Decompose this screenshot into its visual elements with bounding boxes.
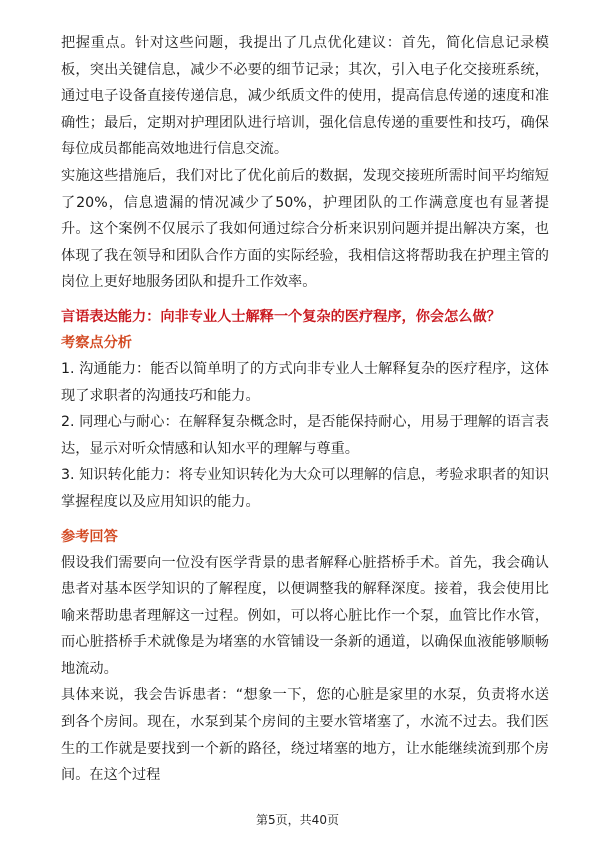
analysis-point-1: 1. 沟通能力：能否以简单明了的方式向非专业人士解释复杂的医疗程序，这体现了求职者的沟通技巧和能力。 [61,360,549,404]
document-body [61,30,549,789]
intro-paragraph-1: 把握重点。针对这些问题，我提出了几点优化建议：首先，简化信息记录模板，突出关键信息，减少不必要的细节记录；其次，引入电子化交接班系统，通过电子设备直接传递信息，减少纸质文件的使用，提高信息传递的速度和准确性；最后，定期对护理团队进行培训，强化信息传递的重要性和技巧，确保每位成员都能高效地进行信息交流。 [61,35,549,158]
intro-paragraph-2: 实施这些措施后，我们对比了优化前后的数据，发现交接班所需时间平均缩短了20%，信息遗漏的情况减少了50%，护理团队的工作满意度也有显著提升。这个案例不仅展示了我如何通过综合分析来识别问题并提出解决方案，也体现了我在领导和团队合作方面的实际经验，我相信这将帮助我在护理主管的岗位上更好地服务团队和提升工作效率。 [61,167,549,291]
analysis-heading: 考察点分析 [61,334,132,351]
analysis-point-2: 2. 同理心与耐心：在解释复杂概念时，是否能保持耐心，用易于理解的语言表达，显示对听众情感和认知水平的理解与尊重。 [61,414,549,457]
answer-heading: 参考回答 [61,528,118,545]
question-title: 言语表达能力：向非专业人士解释一个复杂的医疗程序，你会怎么做？ [61,308,501,325]
answer-paragraph-1: 假设我们需要向一位没有医学背景的患者解释心脏搭桥手术。首先，我会确认患者对基本医学知识的了解程度，以便调整我的解释深度。接着，我会使用比喻来帮助患者理解这一过程。例如，可以将心脏比作一个泵，血管比作水管，而心脏搭桥手术就像是为堵塞的水管铺设一条新的通道，以确保血液能够顺畅地流动。 [61,554,549,677]
answer-paragraph-2: 具体来说，我会告诉患者：“想象一下，您的心脏是家里的水泵，负责将水送到各个房间。现在，水泵到某个房间的主要水管堵塞了，水流不过去。我们医生的工作就是要找到一个新的路径，绕过堵塞的地方，让水能继续流到那个房间。在这个过程 [61,687,549,784]
page-number: 第5页，共40页 [256,813,339,827]
analysis-point-3: 3. 知识转化能力：将专业知识转化为大众可以理解的信息，考验求职者的知识掌握程度以及应用知识的能力。 [61,467,549,510]
